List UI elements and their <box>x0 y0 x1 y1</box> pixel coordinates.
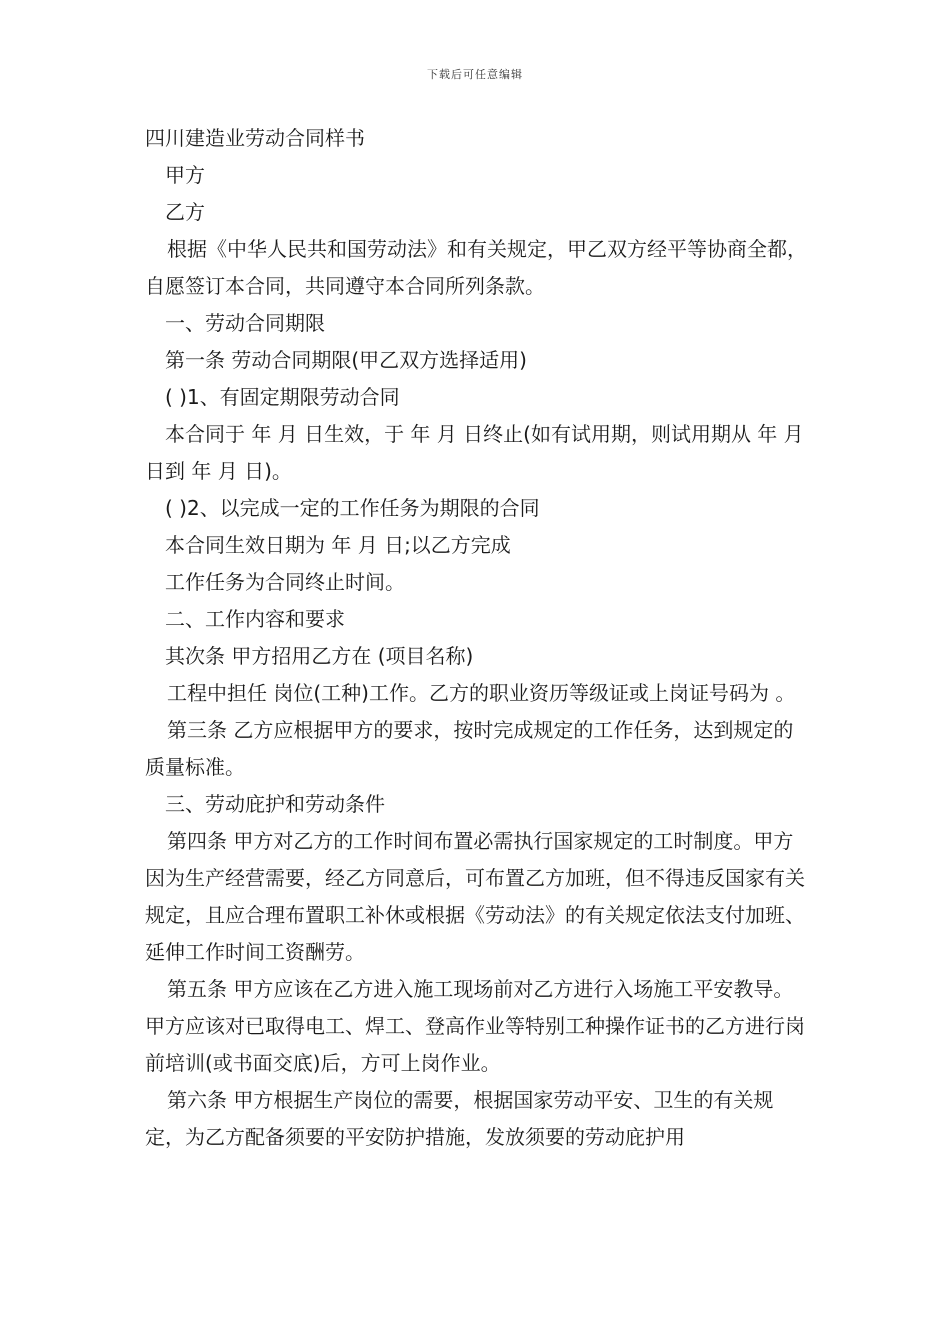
section-heading-2: 二、工作内容和要求 <box>165 607 345 631</box>
section-heading-1: 一、劳动合同期限 <box>165 311 325 335</box>
article-3: 第三条 乙方应根据甲方的要求，按时完成规定的工作任务，达到规定的质量标准。 <box>145 718 794 779</box>
section-heading-3: 三、劳动庇护和劳动条件 <box>165 792 385 816</box>
option-2-text: 本合同生效日期为 年 月 日;以乙方完成 <box>165 533 511 557</box>
article-5: 第五条 甲方应该在乙方进入施工现场前对乙方进行入场施工平安教导。甲方应该对已取得电工、焊工、登高作业等特别工种操作证书的乙方进行岗前培训(或书面交底)后，方可上岗作业。 <box>145 977 805 1075</box>
option-1: ( )1、有固定期限劳动合同 <box>165 385 400 409</box>
article-4: 第四条 甲方对乙方的工作时间布置必需执行国家规定的工时制度。甲方因为生产经营需要，经乙方同意后，可布置乙方加班，但不得违反国家有关规定，且应合理布置职工补休或根据《劳动法》的有关规定依法支付加班、延伸工作时间工资酬劳。 <box>145 829 805 964</box>
paragraph-preamble: 根据《中华人民共和国劳动法》和有关规定，甲乙双方经平等协商全都，自愿签订本合同，共同遵守本合同所列条款。 <box>145 237 807 298</box>
article-2: 其次条 甲方招用乙方在 (项目名称) <box>165 644 474 668</box>
header-note: 下载后可任意编辑 <box>427 68 523 81</box>
article-2-cont: 工程中担任 岗位(工种)工作。乙方的职业资历等级证或上岗证号码为 。 <box>167 681 796 705</box>
article-6: 第六条 甲方根据生产岗位的需要，根据国家劳动平安、卫生的有关规定，为乙方配备须要的平安防护措施，发放须要的劳动庇护用 <box>145 1088 774 1149</box>
document-body <box>145 120 810 1156</box>
paragraph-party-a: 甲方 <box>165 163 205 187</box>
article-1-heading: 第一条 劳动合同期限(甲乙双方选择适用) <box>165 348 527 372</box>
option-2: ( )2、以完成一定的工作任务为期限的合同 <box>165 496 540 520</box>
paragraph-party-b: 乙方 <box>165 200 205 224</box>
option-2-text-cont: 工作任务为合同终止时间。 <box>165 570 405 594</box>
document-title: 四川建造业劳动合同样书 <box>145 126 365 150</box>
option-1-text: 本合同于 年 月 日生效，于 年 月 日终止(如有试用期，则试用期从 年 月 日到 年 月 日)。 <box>145 422 804 483</box>
